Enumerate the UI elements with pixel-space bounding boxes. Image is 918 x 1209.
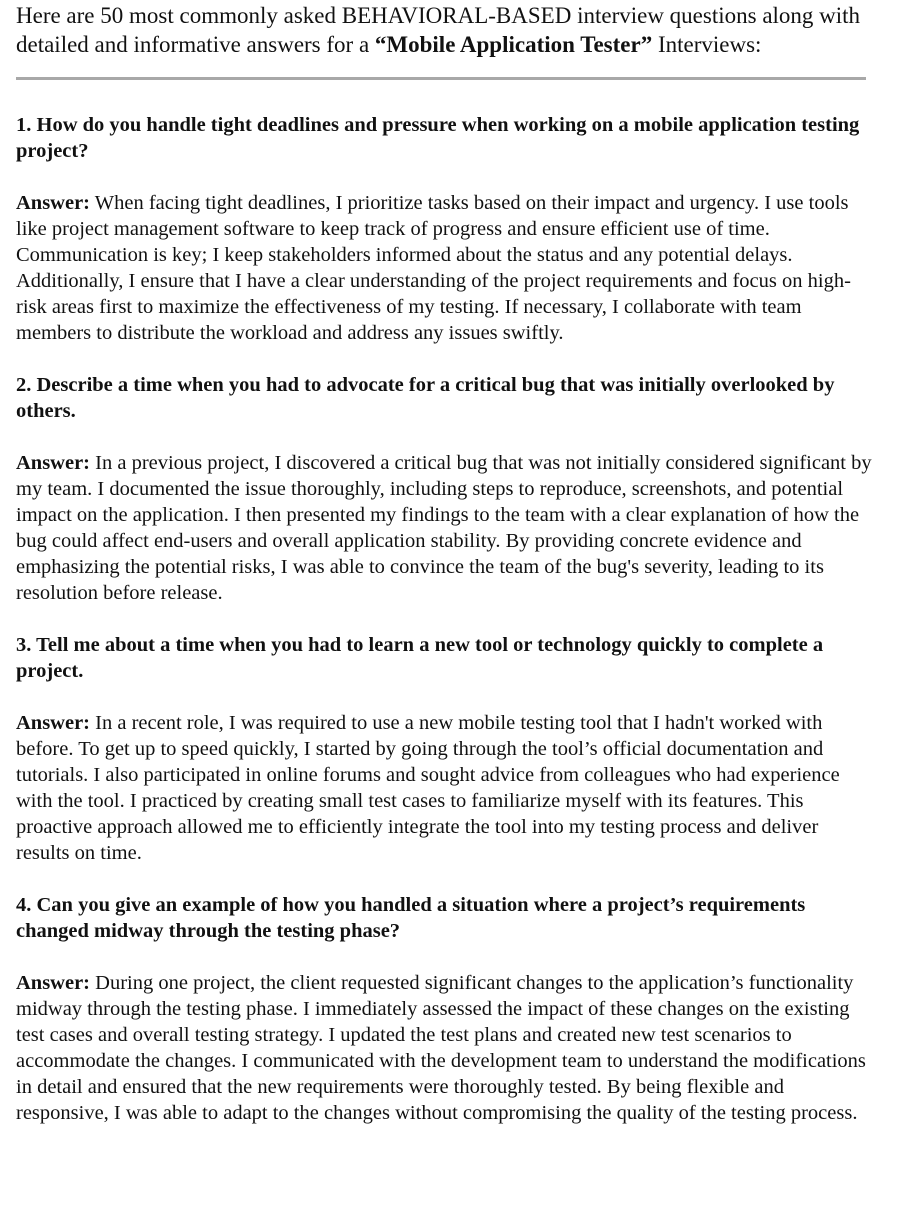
answer-text: In a recent role, I was required to use a new mobile testing tool that I hadn't worked with before. To get up to speed quickly, I started by going through the tool’s official documentation and tutorials. I also participated in online forums and sought advice from colleagues who had experience with the tool. I practiced by creating small test cases to familiarize myself with its features. This proactive approach allowed me to efficiently integrate the tool into my testing process and deliver results on time.: [16, 712, 840, 864]
horizontal-rule: [16, 77, 866, 80]
intro-paragraph: [16, 2, 872, 59]
role-title: “Mobile Application Tester”: [374, 31, 653, 57]
answer-label: Answer:: [16, 192, 91, 214]
answer-label: Answer:: [16, 972, 91, 994]
question-3: 3. Tell me about a time when you had to learn a new tool or technology quickly to complete a project.: [16, 634, 824, 682]
answer-2: [16, 450, 872, 606]
question-4: 4. Can you give an example of how you handled a situation where a project’s requirements changed midway through the testing phase?: [16, 894, 806, 942]
intro-text: Here are 50 most commonly asked BEHAVIORAL-BASED interview questions along with detailed and informative answers for a: [16, 3, 861, 57]
answer-1: [16, 190, 872, 346]
answer-label: Answer:: [16, 712, 91, 734]
question-1: 1. How do you handle tight deadlines and pressure when working on a mobile application testing project?: [16, 114, 860, 162]
answer-4: [16, 970, 872, 1126]
question-2: 2. Describe a time when you had to advocate for a critical bug that was initially overlooked by others.: [16, 374, 835, 422]
answer-3: [16, 710, 872, 866]
answer-text: When facing tight deadlines, I prioritize tasks based on their impact and urgency. I use tools like project management software to keep track of progress and ensure efficient use of time. Communication is key; I keep stakeholders informed about the status and any potential delays. Additionally, I ensure that I have a clear understanding of the project requirements and focus on high-risk areas first to maximize the effectiveness of my testing. If necessary, I collaborate with team members to distribute the workload and address any issues swiftly.: [16, 192, 851, 344]
intro-suffix: Interviews:: [652, 31, 762, 57]
answer-text: In a previous project, I discovered a critical bug that was not initially considered significant by my team. I documented the issue thoroughly, including steps to reproduce, screenshots, and potential impact on the application. I then presented my findings to the team with a clear explanation of how the bug could affect end-users and overall application stability. By providing concrete evidence and emphasizing the potential risks, I was able to convince the team of the bug's severity, leading to its resolution before release.: [16, 452, 872, 604]
document-page: [16, 2, 872, 1126]
answer-label: Answer:: [16, 452, 91, 474]
answer-text: During one project, the client requested significant changes to the application’s functionality midway through the testing phase. I immediately assessed the impact of these changes on the existing test cases and overall testing strategy. I updated the test plans and created new test scenarios to accommodate the changes. I communicated with the development team to understand the modifications in detail and ensured that the new requirements were thoroughly tested. By being flexible and responsive, I was able to adapt to the changes without compromising the quality of the testing process.: [16, 972, 866, 1124]
